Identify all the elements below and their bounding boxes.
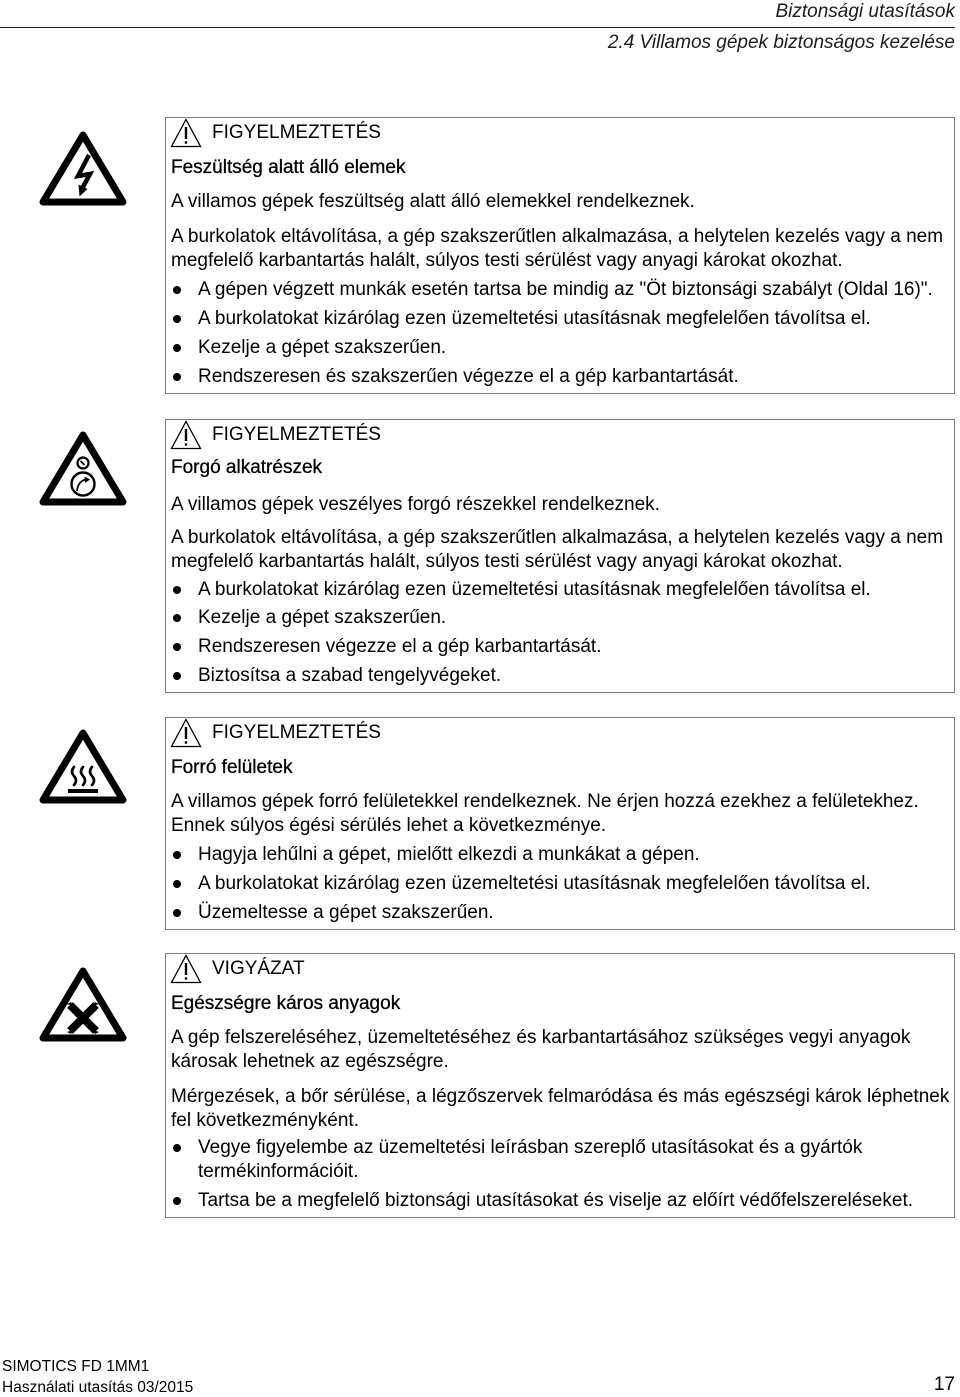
list-item-text: Kezelje a gépet szakszerűen. xyxy=(198,337,447,358)
hazard-title: Egészségre káros anyagok xyxy=(171,993,401,1014)
list-item-text: Vegye figyelembe az üzemeltetési leírásban szereplő utasításokat és a gyártók xyxy=(198,1137,863,1158)
list-item-text: Rendszeresen végezze el a gép karbantartását. xyxy=(198,636,602,657)
list-item xyxy=(171,307,950,331)
list-item xyxy=(171,278,950,302)
list-item-text: Üzemeltesse a gépet szakszerűen. xyxy=(198,902,494,923)
list-item xyxy=(171,872,950,896)
bullet-dot xyxy=(173,614,181,622)
text-line: A villamos gépek feszültség alatt álló elemekkel rendelkeznek. xyxy=(171,191,695,212)
bullet-dot xyxy=(173,880,181,888)
text-line: A villamos gépek veszélyes forgó részekkel rendelkeznek. xyxy=(171,494,660,515)
paragraph xyxy=(171,225,950,273)
instruction-list xyxy=(171,578,950,688)
instruction-list xyxy=(171,1136,950,1213)
paragraph xyxy=(171,790,950,838)
paragraph xyxy=(171,526,950,574)
text-line: A gép felszereléséhez, üzemeltetéséhez és karbantartásához szükséges vegyi anyagok xyxy=(171,1027,911,1048)
text-line: A burkolatok eltávolítása, a gép szakszerűtlen alkalmazása, a helytelen kezelés vagy a nem xyxy=(171,527,944,548)
list-item xyxy=(171,365,950,389)
bullet-dot xyxy=(173,643,181,651)
text-line: károsak lehetnek az egészségre. xyxy=(171,1051,449,1072)
signal-word-row xyxy=(171,957,950,981)
signal-word: FIGYELMEZTETÉS xyxy=(212,722,381,743)
text-line: Ennek súlyos égési sérülés lehet a következménye. xyxy=(171,815,607,836)
caution-box-harmful-substances xyxy=(165,953,955,1218)
text-line: A villamos gépek forró felületekkel rendelkeznek. Ne érjen hozzá ezekhez a felületekhez. xyxy=(171,791,919,812)
bullet-dot xyxy=(173,344,181,352)
text-line: fel következményként. xyxy=(171,1110,359,1131)
hazard-title: Forró felületek xyxy=(171,757,293,778)
bullet-dot xyxy=(173,315,181,323)
list-item-text: A burkolatokat kizárólag ezen üzemeltetési utasításnak megfelelően távolítsa el. xyxy=(198,873,871,894)
bullet-dot xyxy=(173,586,181,594)
list-item-text: A gépen végzett munkák esetén tartsa be mindig az "Öt biztonsági szabályt (Oldal 16)". xyxy=(198,279,933,300)
signal-word-row xyxy=(171,721,950,745)
page-header-chapter: Biztonsági utasítások xyxy=(775,1,955,22)
signal-word-row xyxy=(171,121,950,145)
list-item xyxy=(171,843,950,867)
text-line: A burkolatok eltávolítása, a gép szakszerűtlen alkalmazása, a helytelen kezelés vagy a nem xyxy=(171,226,944,247)
page-header-section: 2.4 Villamos gépek biztonságos kezelése xyxy=(607,32,955,53)
hazard-title: Feszültség alatt álló elemek xyxy=(171,157,406,178)
list-item-text: Tartsa be a megfelelő biztonsági utasításokat és viselje az előírt védőfelszereléseket. xyxy=(198,1190,913,1211)
footer-product: SIMOTICS FD 1MM1 xyxy=(2,1358,150,1375)
list-item-text: A burkolatokat kizárólag ezen üzemeltetési utasításnak megfelelően távolítsa el. xyxy=(198,579,871,600)
bullet-dot xyxy=(173,909,181,917)
signal-word: FIGYELMEZTETÉS xyxy=(212,122,381,143)
list-item-text: termékinformációit. xyxy=(198,1161,359,1182)
list-item-text: Kezelje a gépet szakszerűen. xyxy=(198,607,447,628)
text-line: megfelelő karbantartás halált, súlyos testi sérülést vagy anyagi károkat okozhat. xyxy=(171,551,843,572)
signal-word: FIGYELMEZTETÉS xyxy=(212,424,381,445)
warning-box-hot-surfaces xyxy=(165,717,955,930)
list-item-text: Biztosítsa a szabad tengelyvégeket. xyxy=(198,665,502,686)
bullet-dot xyxy=(173,851,181,859)
list-item-text: Hagyja lehűlni a gépet, mielőtt elkezdi a munkákat a gépen. xyxy=(198,844,700,865)
warning-triangle-icon xyxy=(170,718,202,748)
list-item xyxy=(171,664,950,688)
signal-word-row xyxy=(171,423,950,447)
bullet-dot xyxy=(173,286,181,294)
hazard-title: Forgó alkatrészek xyxy=(171,457,323,478)
warning-triangle-icon xyxy=(170,118,202,148)
warning-triangle-icon xyxy=(170,420,202,450)
text-line: megfelelő karbantartás halált, súlyos testi sérülést vagy anyagi károkat okozhat. xyxy=(171,250,843,271)
instruction-list xyxy=(171,843,950,925)
list-item-text: Rendszeresen és szakszerűen végezze el a gép karbantartását. xyxy=(198,366,739,387)
list-item xyxy=(171,336,950,360)
rotating-parts-icon xyxy=(38,430,128,508)
paragraph xyxy=(171,1026,950,1074)
hot-surface-icon xyxy=(38,728,128,806)
list-item xyxy=(171,578,950,602)
list-item xyxy=(171,901,950,925)
harmful-substance-icon xyxy=(38,966,128,1044)
list-item xyxy=(171,635,950,659)
paragraph xyxy=(171,190,950,214)
instruction-list xyxy=(171,278,950,389)
signal-word: VIGYÁZAT xyxy=(212,958,305,979)
bullet-dot xyxy=(173,373,181,381)
footer-document: Használati utasítás 03/2015 xyxy=(2,1379,194,1396)
text-line: Mérgezések, a bőr sérülése, a légzőszervek felmaródása és más egészségi károk léphetnek xyxy=(171,1086,950,1107)
warning-triangle-icon xyxy=(170,954,202,984)
paragraph xyxy=(171,1085,950,1133)
warning-box-rotating-parts xyxy=(165,419,955,693)
warning-box-voltage xyxy=(165,117,955,394)
bullet-dot xyxy=(173,1197,181,1205)
bullet-dot xyxy=(173,672,181,680)
list-item-text: A burkolatokat kizárólag ezen üzemeltetési utasításnak megfelelően távolítsa el. xyxy=(198,308,871,329)
list-item xyxy=(171,1136,950,1184)
page-number: 17 xyxy=(933,1374,955,1395)
electric-voltage-icon xyxy=(38,130,128,208)
list-item xyxy=(171,1189,950,1213)
header-rule xyxy=(0,27,955,28)
paragraph xyxy=(171,493,950,517)
list-item xyxy=(171,606,950,630)
bullet-dot xyxy=(173,1144,181,1152)
